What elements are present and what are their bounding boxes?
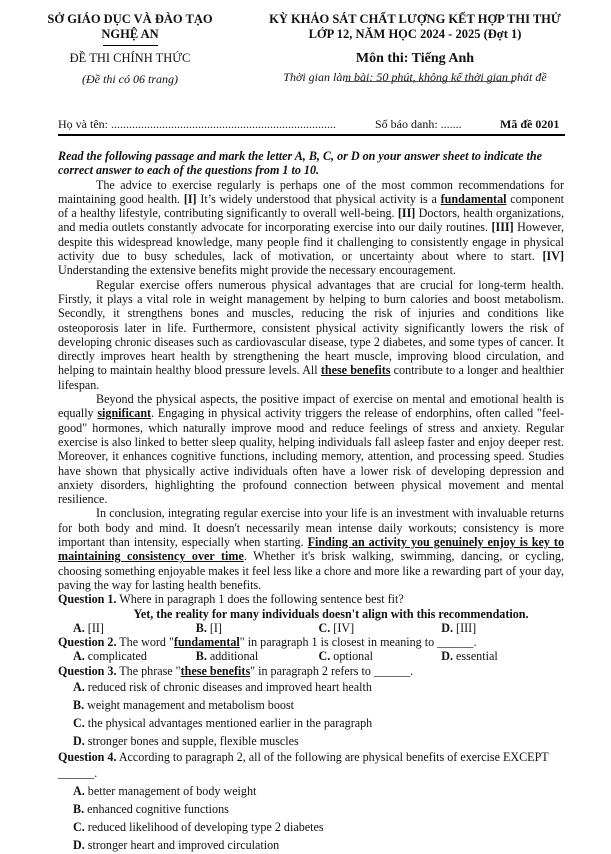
text: . Whether it's brisk walking, swimming, dancing, or cycling, choosing something enjoyable makes it feel less like a chore and more like a rewarding part of your day, paving the way for lasting health benefits. bbox=[58, 549, 564, 592]
question-3 bbox=[58, 664, 564, 750]
option-key: B. bbox=[73, 697, 85, 712]
marker-1: [I] bbox=[183, 191, 197, 206]
question-stem bbox=[58, 635, 564, 649]
text: Beyond the physical aspects, the positive impact of exercise on mental and emotional health is equally bbox=[58, 392, 564, 421]
header-rule bbox=[58, 134, 565, 136]
option-key: C. bbox=[73, 820, 85, 835]
option-key: A. bbox=[73, 784, 85, 799]
option-text: the physical advantages mentioned earlier in the paragraph bbox=[84, 715, 373, 730]
option-d[interactable] bbox=[73, 836, 564, 854]
question-stem bbox=[58, 750, 564, 764]
option-text: essential bbox=[453, 649, 498, 664]
option-key: C. bbox=[73, 715, 85, 730]
options bbox=[73, 649, 564, 663]
question-2 bbox=[58, 635, 564, 664]
option-text: [I] bbox=[206, 620, 222, 635]
options bbox=[73, 782, 564, 854]
option-text: [III] bbox=[453, 620, 477, 635]
option-a[interactable] bbox=[73, 621, 196, 635]
option-c[interactable] bbox=[73, 714, 564, 732]
option-text: reduced risk of chronic diseases and improved heart health bbox=[84, 679, 372, 694]
question-text: Where in paragraph 1 does the following sentence best fit? bbox=[116, 592, 404, 607]
option-text: enhanced cognitive functions bbox=[84, 802, 229, 817]
option-text: weight management and metabolism boost bbox=[84, 697, 295, 712]
highlighted-word-fundamental: fundamental bbox=[440, 191, 507, 206]
question-text: The word " bbox=[116, 635, 174, 650]
highlighted-phrase: these benefits bbox=[180, 663, 251, 678]
option-text: [IV] bbox=[330, 620, 355, 635]
candidate-number-field: Số báo danh: ....... bbox=[375, 117, 462, 131]
highlighted-phrase-these-benefits: these benefits bbox=[320, 363, 391, 378]
question-label: Question 1. bbox=[58, 592, 117, 607]
question-text: " in paragraph 2 refers to ______. bbox=[250, 663, 414, 678]
time-limit-note: Thời gian làm bài: 50 phút, không kể thời gian phát đề bbox=[283, 70, 547, 84]
quoted-sentence: Yet, the reality for many individuals doesn't align with this recommendation. bbox=[133, 606, 529, 621]
option-key: A. bbox=[73, 649, 85, 664]
option-d[interactable] bbox=[441, 649, 564, 663]
page-count-note: (Đề thi có 06 trang) bbox=[82, 72, 178, 86]
question-text: According to paragraph 2, all of the following are physical benefits of exercise EXCEPT bbox=[116, 749, 549, 764]
option-a[interactable] bbox=[73, 649, 196, 663]
option-key: B. bbox=[195, 620, 207, 635]
text: Regular exercise offers numerous physical advantages that are crucial for long-term health. Firstly, it plays a vital role in weight management by helping to burn calories and boost metabolism. Secondly, it strengthens bones and muscles, reducing the risk of injuries and conditions like osteoporosis later in life. Furthermore, consistent physical activity significantly lowers the risk of developing chronic diseases such as cardiovascular disease, type 2 diabetes, and some types of cancer. It directly improves heart health by strengthening the heart muscle, improving blood circulation, and helping to maintain healthy blood pressure levels. All bbox=[58, 277, 564, 378]
options bbox=[73, 678, 564, 750]
option-text: optional bbox=[330, 649, 373, 664]
option-b[interactable] bbox=[196, 621, 319, 635]
passage-paragraph-3 bbox=[58, 392, 564, 506]
text: . Engaging in physical activity triggers the release of endorphins, often called "feel-good" hormones, which naturally improve mood and reduce feelings of stress and anxiety. Regular exercise is also linked to better sleep quality, helping individuals fall asleep faster and enjoy deeper rest. Moreover, it enhances cognitive functions, including memory, attention, and processing speed. Studies have shown that physically active individuals often have a lower risk of developing depression and anxiety disorders, highlighting the profound connection between physical movement and mental resilience. bbox=[58, 406, 565, 507]
highlighted-word: fundamental bbox=[173, 635, 240, 650]
option-text: complicated bbox=[84, 649, 147, 664]
option-text: stronger bones and supple, flexible muscles bbox=[84, 733, 299, 748]
question-label: Question 2. bbox=[58, 635, 117, 650]
question-label: Question 4. bbox=[58, 749, 117, 764]
student-name-field: Họ và tên: ........................................................................... bbox=[58, 117, 336, 131]
text: However, despite this widespread knowledge, many people find it challenging to consistently engage in physical activity due to busy schedules, lack of motivation, or uncertainty about where to start. bbox=[58, 220, 564, 264]
text: It’s widely understood that physical activity is a bbox=[196, 191, 441, 206]
header-right bbox=[250, 12, 580, 85]
option-b[interactable] bbox=[73, 696, 564, 714]
exam-content bbox=[58, 149, 564, 854]
option-c[interactable] bbox=[319, 621, 442, 635]
question-stem bbox=[58, 592, 564, 606]
option-text: stronger heart and improved circulation bbox=[84, 838, 280, 853]
answer-blank: ______. bbox=[58, 766, 98, 781]
question-4 bbox=[58, 750, 564, 854]
instructions: Read the following passage and mark the letter A, B, C, or D on your answer sheet to indicate the correct answer to each of the questions from 1 to 10. bbox=[58, 149, 543, 178]
option-key: D. bbox=[441, 649, 454, 664]
option-a[interactable] bbox=[73, 678, 564, 696]
option-text: [II] bbox=[84, 620, 104, 635]
option-key: C. bbox=[318, 649, 331, 664]
option-key: D. bbox=[73, 733, 85, 748]
text: contribute to a longer and healthier lifespan. bbox=[58, 363, 565, 392]
option-d[interactable] bbox=[441, 621, 564, 635]
header-left bbox=[40, 12, 220, 87]
option-key: A. bbox=[73, 679, 85, 694]
question-text: The phrase " bbox=[116, 663, 181, 678]
question-stem bbox=[58, 664, 564, 678]
question-label: Question 3. bbox=[58, 663, 117, 678]
question-1 bbox=[58, 592, 564, 635]
header-divider bbox=[103, 45, 158, 46]
exam-title: KỲ KHẢO SÁT CHẤT LƯỢNG KẾT HỢP THI THỬ bbox=[269, 12, 561, 26]
text: Doctors, health organizations, and media outlets constantly advocate for incorporating exercise into our daily routines. bbox=[58, 206, 564, 235]
option-text: better management of body weight bbox=[84, 784, 257, 799]
subject-title: Môn thi: Tiếng Anh bbox=[355, 51, 475, 66]
option-key: B. bbox=[73, 802, 85, 817]
text: The advice to exercise regularly is perhaps one of the most common recommendations for maintaining good health. bbox=[58, 177, 564, 206]
option-c[interactable] bbox=[73, 818, 564, 836]
time-note-underline bbox=[345, 81, 515, 82]
option-key: B. bbox=[195, 649, 207, 664]
option-key: C. bbox=[318, 620, 331, 635]
option-key: A. bbox=[73, 620, 85, 635]
option-a[interactable] bbox=[73, 782, 564, 800]
option-text: additional bbox=[206, 649, 259, 664]
text: In conclusion, integrating regular exercise into your life is an investment with invaluable returns for both body and mind. It doesn't necessarily mean intense daily workouts; consistency is more important than intensity, especially when starting. bbox=[58, 506, 564, 550]
text: Understanding the extensive benefits might provide the necessary encouragement. bbox=[58, 263, 456, 278]
text: component of a healthy lifestyle, contributing significantly to overall well-being. bbox=[58, 191, 564, 221]
option-d[interactable] bbox=[73, 732, 564, 750]
option-key: D. bbox=[441, 620, 454, 635]
highlighted-sentence: Finding an activity you genuinely enjoy is key to maintaining consistency over time bbox=[58, 535, 564, 564]
option-c[interactable] bbox=[319, 649, 442, 663]
highlighted-word-significant: significant bbox=[97, 406, 152, 421]
exam-code: Mã đề 0201 bbox=[500, 117, 560, 131]
department-name: SỞ GIÁO DỤC VÀ ĐÀO TẠO bbox=[47, 12, 213, 26]
option-key: D. bbox=[73, 838, 85, 853]
province-name: NGHỆ AN bbox=[101, 27, 159, 41]
marker-3: [III] bbox=[491, 220, 514, 235]
passage-paragraph-1 bbox=[58, 178, 564, 278]
option-text: reduced likelihood of developing type 2 diabetes bbox=[84, 820, 324, 835]
marker-2: [II] bbox=[397, 206, 416, 221]
option-b[interactable] bbox=[73, 800, 564, 818]
official-exam-label: ĐỀ THI CHÍNH THỨC bbox=[69, 51, 191, 65]
passage-paragraph-2 bbox=[58, 278, 564, 392]
question-text: " in paragraph 1 is closest in meaning to ______. bbox=[239, 635, 477, 650]
marker-4: [IV] bbox=[542, 249, 564, 264]
options bbox=[73, 621, 564, 635]
option-b[interactable] bbox=[196, 649, 319, 663]
passage-paragraph-4 bbox=[58, 506, 564, 592]
exam-grade-year: LỚP 12, NĂM HỌC 2024 - 2025 (Đợt 1) bbox=[308, 27, 522, 41]
